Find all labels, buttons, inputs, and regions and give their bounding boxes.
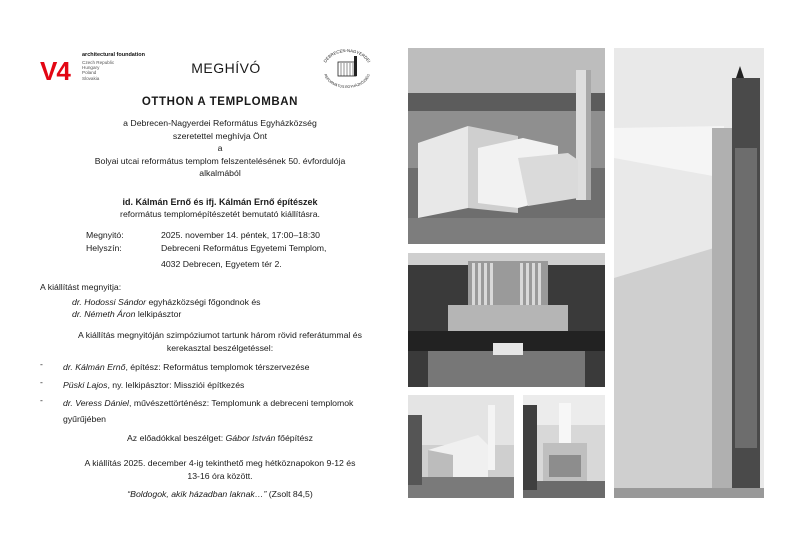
moderator-prefix: Az előadókkal beszélget: — [127, 433, 226, 443]
opener-1-name: dr. Hodossi Sándor — [72, 297, 147, 307]
intro-line: a Debrecen-Nagyerdei Református Egyházközség — [123, 118, 317, 128]
church-interior-photo — [408, 253, 605, 387]
speaker-name: dr. Kálmán Ernő — [63, 362, 126, 372]
intro-line: a — [217, 143, 223, 153]
v4-mark: V4 — [40, 56, 70, 86]
opener-2 — [72, 309, 181, 319]
talk-item — [63, 359, 309, 375]
symposium-line: A kiállítás megnyitóján szimpóziumot tartunk három rövid referátummal és — [78, 330, 362, 340]
v4-foundation-logo — [40, 52, 180, 92]
exhibition-subtitle: református templomépítészetét bemutató kiállításra. — [120, 209, 320, 219]
talk-bullet: - — [40, 359, 43, 369]
talk-item — [63, 395, 393, 427]
speaker-name: dr. Veress Dániel — [63, 398, 129, 408]
talk-bullet: - — [40, 377, 43, 387]
v4-countries — [82, 60, 114, 81]
exhibition-title: OTTHON A TEMPLOMBAN — [141, 96, 299, 108]
symposium-line: kerekasztal beszélgetéssel: — [166, 342, 274, 353]
venue-label: Helyszín: — [86, 243, 122, 253]
moderator-suffix: főépítész — [275, 433, 313, 443]
architects-name: id. Kálmán Ernő és ifj. Kálmán Ernő építészek — [122, 197, 318, 207]
intro-line: Bolyai utcai református templom felszentelésének 50. évfordulója — [94, 155, 346, 166]
church-tower-closeup-photo — [614, 48, 764, 498]
country-label: Hungary — [82, 65, 100, 71]
country-label: Poland — [82, 70, 97, 76]
seal-text-bottom: REFORMÁTUS EGYHÁZKÖZSÉG — [323, 73, 371, 88]
quote-text: “Boldogok, akik házadban laknak…” — [127, 489, 267, 499]
talk-description: , ny. lelkipásztor: Missziói építkezés — [107, 380, 245, 390]
opener-1-role: egyházközségi főgondnok és — [146, 297, 261, 307]
church-tower-photo — [523, 395, 605, 498]
venue-line-2: 4032 Debrecen, Egyetem tér 2. — [161, 259, 282, 269]
talk-item — [63, 377, 244, 393]
intro-line: alkalmából — [199, 168, 241, 178]
opening-value: 2025. november 14. péntek, 17:00–18:30 — [161, 230, 320, 240]
quote-reference: (Zsolt 84,5) — [266, 489, 313, 499]
church-exterior-photo — [408, 395, 514, 498]
moderator-line — [40, 433, 400, 443]
opener-2-name: dr. Németh Áron — [72, 309, 136, 319]
venue-line-1: Debreceni Református Egyetemi Templom, — [161, 243, 327, 253]
opener-2-role: lelkipásztor — [135, 309, 182, 319]
church-building-icon — [338, 56, 357, 76]
moderator-name: Gábor István — [225, 433, 276, 443]
country-label: Czech Republic — [82, 60, 115, 65]
bible-quote — [40, 489, 400, 499]
church-aerial-photo — [408, 48, 605, 244]
seal-text-top: DEBRECEN-NAGYERDEI — [322, 48, 372, 64]
opener-1 — [72, 297, 261, 307]
talk-bullet: - — [40, 395, 43, 405]
hours-line: 13-16 óra között. — [187, 470, 253, 481]
intro-text — [40, 117, 400, 180]
talk-description: , művészettörténész: Templomunk a debreceni templomok gyűrűjében — [63, 398, 354, 424]
speaker-name: Püski Lajos — [63, 380, 108, 390]
openers-heading: A kiállítást megnyitja: — [40, 282, 122, 292]
church-seal-logo — [318, 48, 376, 88]
opening-label: Megnyitó: — [86, 230, 124, 240]
svg-text:DEBRECEN-NAGYERDEI — [322, 48, 371, 63]
intro-line: szeretettel meghívja Önt — [172, 130, 268, 141]
invitation-heading: MEGHÍVÓ — [191, 60, 261, 76]
talk-description: , építész: Református templomok térszervezése — [125, 362, 310, 372]
v4-foundation-label: architectural foundation — [82, 52, 145, 58]
country-label: Slovakia — [82, 75, 100, 81]
hours-line: A kiállítás 2025. december 4-ig tekinthető meg hétköznapokon 9-12 és — [84, 458, 356, 468]
opening-hours — [40, 457, 400, 482]
symposium-text — [40, 329, 400, 354]
